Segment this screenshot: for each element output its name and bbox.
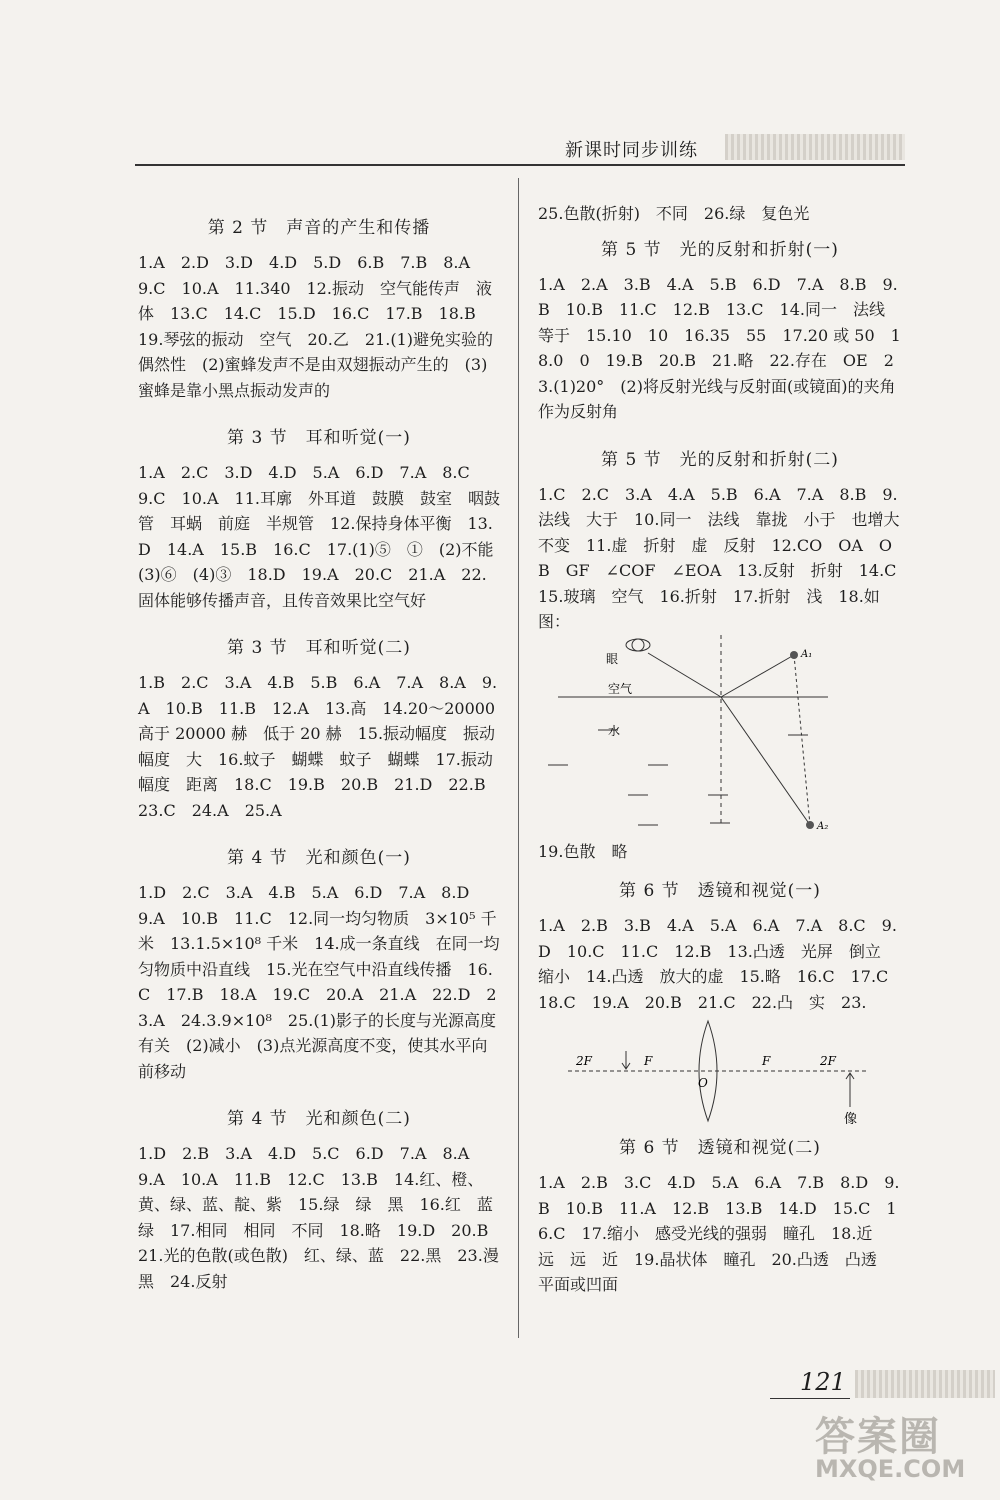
section-left-4 <box>138 1104 515 1294</box>
header-title: 新课时同步训练 <box>565 140 698 161</box>
lens-diagram <box>538 1015 902 1127</box>
section-title: 第 5 节 光的反射和折射(一) <box>601 239 839 260</box>
page-header <box>135 120 905 172</box>
eye-icon <box>632 639 644 651</box>
section-title: 第 3 节 耳和听觉(一) <box>227 428 411 448</box>
a1-label: A₁ <box>801 648 813 660</box>
section-answers: 1.A 2.D 3.D 4.D 5.D 6.B 7.B 8.A 9.C 10.A 11.340 12.振动 空气能传声 液体 13.C 14.C 15.D 16.C 17.B 18.B 19.琴弦的振动 空气 20.乙 21.(1)避免实验的偶然性 (2)蜜蜂发声不是由双翅振动产生的 (3)蜜蜂是靠小黑点振动发声的 <box>138 253 494 400</box>
image-line <box>794 655 810 825</box>
footer-rule <box>770 1398 850 1399</box>
section-right-0 <box>538 235 902 425</box>
page-number: 121 <box>800 1368 846 1396</box>
section-title: 第 4 节 光和颜色(一) <box>227 848 411 868</box>
label-image: 像 <box>844 1112 858 1127</box>
watermark <box>815 1405 990 1490</box>
water-label: 水 <box>608 723 621 738</box>
reflected-ray <box>721 655 794 697</box>
section-answers: 1.A 2.A 3.B 4.A 5.B 6.D 7.A 8.B 9.B 10.B 11.C 12.B 13.C 14.同一 法线 等于 15.10 10 16.35 55 17.20 或 50 18.0 0 19.B 20.B 21.略 22.存在 OE 23.(1)20° (2)将反射光线与反射面(或镜面)的夹角作为反射角 <box>538 274 902 421</box>
left-column <box>138 195 515 1294</box>
section-left-1 <box>138 423 510 613</box>
section-title: 第 6 节 透镜和视觉(二) <box>619 1138 821 1158</box>
label-o: O <box>698 1076 708 1090</box>
section-title: 第 2 节 声音的产生和传播 <box>207 218 431 238</box>
eye-outline <box>626 639 650 651</box>
section-answers: 1.A 2.B 3.C 4.D 5.A 6.A 7.B 8.D 9.B 10.B 11.A 12.B 13.B 14.D 15.C 16.C 17.缩小 感受光线的强弱 瞳孔 18.近 远 远 近 19.晶状体 瞳孔 20.凸透 凸透 平面或凹面 <box>538 1173 900 1294</box>
point-a1 <box>790 651 798 659</box>
section-title: 第 4 节 光和颜色(二) <box>227 1109 411 1129</box>
section-right-1 <box>538 445 916 635</box>
section-title: 第 3 节 耳和听觉(二) <box>227 638 411 658</box>
section-left-3 <box>138 843 500 1084</box>
a2-label: A₂ <box>817 820 829 832</box>
section-answers: 1.A 2.C 3.D 4.D 5.A 6.D 7.A 8.C 9.C 10.A 11.耳廓 外耳道 鼓膜 鼓室 咽鼓管 耳蜗 前庭 半规管 12.保持身体平衡 13.D 14.A 15.B 16.C 17.(1)⑤ ① (2)不能 (3)⑥ (4)③ 18.D 19.A 20.C 21.A 22.固体能够传播声音，且传音效果比空气好 <box>138 463 510 610</box>
section-answers: 1.D 2.C 3.A 4.B 5.A 6.D 7.A 8.D 9.A 10.B 11.C 12.同一均匀物质 3×10⁵ 千米 13.1.5×10⁸ 千米 14.成一条直线 在同一均匀物质中沿直线 15.光在空气中沿直线传播 16.C 17.B 18.A 19.C 20.A 21.A 22.D 23.A 24.3.9×10⁸ 25.(1)影子的长度与光源高度有关 (2)减小 (3)点光源高度不变，使其水平向前移动 <box>138 883 500 1081</box>
section-answers: 1.D 2.B 3.A 4.D 5.C 6.D 7.A 8.A 9.A 10.A 11.B 12.C 13.B 14.红、橙、黄、绿、蓝、靛、紫 15.绿 绿 黑 16.红 蓝 绿 17.相同 相同 不同 18.略 19.D 20.B 21.光的色散(或色散) 红、绿、蓝 22.黑 23.漫 黑 24.反射 <box>138 1144 515 1291</box>
refraction-svg <box>538 635 902 835</box>
section-right-3 <box>538 1133 902 1298</box>
label-2f-left: 2F <box>576 1054 592 1068</box>
refraction-diagram <box>538 635 902 835</box>
section-title: 第 6 节 透镜和视觉(一) <box>619 881 821 901</box>
after-fig1-answers: 19.色散 略 <box>538 841 628 861</box>
header-decoration <box>725 134 905 160</box>
label-f-right: F <box>762 1054 771 1068</box>
label-2f-right: 2F <box>820 1054 836 1068</box>
section-left-0 <box>138 213 500 403</box>
eye-ray <box>648 653 721 697</box>
header-rule <box>135 164 905 166</box>
carry-over-answers: 25.色散(折射) 不同 26.绿 复色光 <box>538 204 810 223</box>
eye-label: 眼 <box>606 651 619 666</box>
section-title: 第 5 节 光的反射和折射(二) <box>601 449 839 470</box>
label-f-left: F <box>644 1054 653 1068</box>
section-answers: 1.B 2.C 3.A 4.B 5.B 6.A 7.A 8.A 9.A 10.B 11.B 12.A 13.高 14.20～20000 高于 20000 赫 低于 20 赫 15.振动幅度 振动幅度 大 16.蚊子 蝴蝶 蚊子 蝴蝶 17.振动幅度 距离 18.C 19.B 20.B 21.D 22.B 23.C 24.A 25.A <box>138 673 512 820</box>
section-answers: 1.A 2.B 3.B 4.A 5.A 6.A 7.A 8.C 9.D 10.C 11.C 12.B 13.凸透 光屏 倒立 缩小 14.凸透 放大的虚 15.略 16.C 17.C 18.C 19.A 20.B 21.C 22.凸 实 23. <box>538 916 905 1012</box>
lens-svg <box>538 1015 902 1127</box>
section-right-2 <box>538 876 905 1015</box>
watermark-text: 答案圈 <box>815 1414 941 1460</box>
right-column <box>538 195 916 1298</box>
watermark-url: MXQE.COM <box>815 1455 966 1483</box>
refracted-ray <box>721 697 810 825</box>
air-label: 空气 <box>608 681 633 696</box>
point-a2 <box>806 821 814 829</box>
footer-decoration <box>855 1370 995 1398</box>
section-answers: 1.C 2.C 3.A 4.A 5.B 6.A 7.A 8.B 9.法线 大于 10.同一 法线 靠拢 小于 也增大 不变 11.虚 折射 虚 反射 12.CO OA OB GF ∠COF ∠EOA 13.反射 折射 14.C 15.玻璃 空气 16.折射 17.折射 浅 18.如图： <box>538 484 916 631</box>
section-left-2 <box>138 633 512 823</box>
column-divider <box>518 178 519 1338</box>
